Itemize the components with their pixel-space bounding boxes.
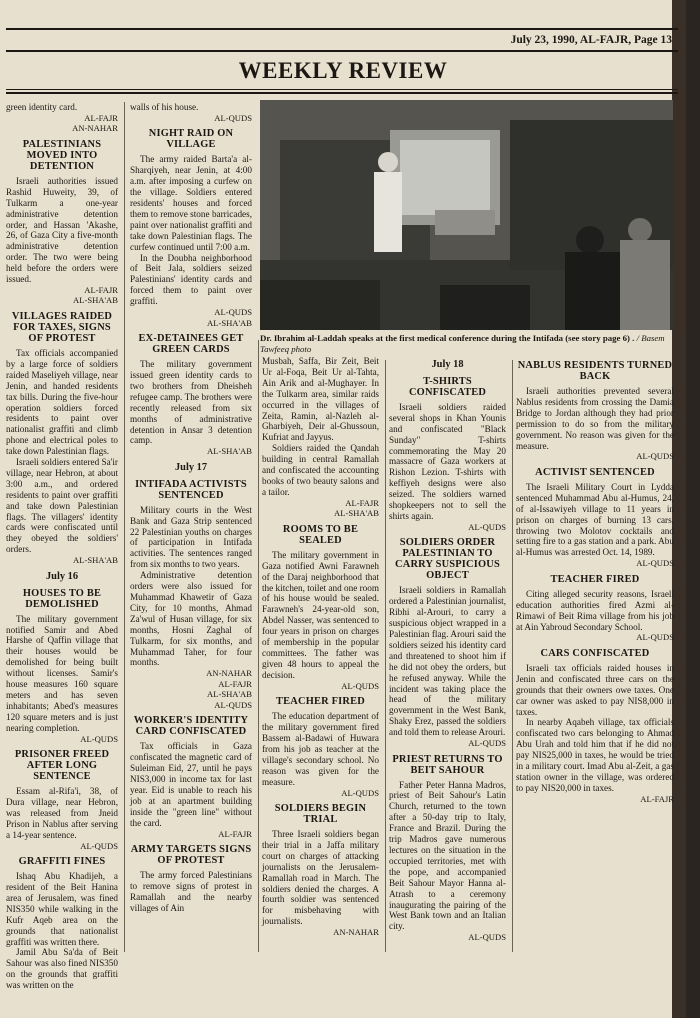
- story-text: Essam al-Rifa'i, 38, of Dura village, near Hebron, was released from Jneid Prison in Nablus after serving a 14-year sentence.: [6, 786, 118, 840]
- conference-photo-image: [260, 100, 673, 330]
- source: AL-SHA'AB: [207, 689, 252, 700]
- source: AL-QUDS: [341, 680, 379, 691]
- source: AL-FAJR: [84, 284, 118, 295]
- header-rule: [6, 50, 678, 52]
- headline: VILLAGES RAIDED FOR TAXES, SIGNS OF PROTEST: [11, 310, 113, 344]
- headline: SOLDIERS ORDER PALESTINIAN TO CARRY SUSPICIOUS OBJECT: [395, 537, 500, 582]
- source: AL-QUDS: [80, 840, 118, 851]
- continued-text: Soldiers raided the Qandah building in central Ramallah and confiscated the accounting books of two beauty salons and a tailor.: [262, 443, 379, 497]
- story-text: In nearby Aqabeh village, tax officials confiscated two cars belonging to Ahmad Abu Urah and told him that if he did not pay NIS25,000 in taxes, he would be tried in a military court. Imad Abu al-Zeit, a gas station owner in the village, was ordered to pay NIS20,000 in taxes.: [516, 717, 674, 793]
- column-divider: [385, 360, 386, 952]
- story-text: The army raided Barta'a al-Sharqiyeh, near Jenin, at 4:00 a.m. after imposing a curfew on the village. Soldiers entered residents' houses and forced them to remove stone barricades, paint over nationalist graffiti and take down Palestinian flags. The curfew continued until 7:00 a.m.: [130, 154, 252, 252]
- caption-credit: / Basem Tawfeeq photo: [260, 333, 665, 354]
- source: AL-QUDS: [80, 733, 118, 744]
- column-5: [516, 360, 674, 804]
- conference-photo: [260, 100, 673, 330]
- date-heading: July 16: [45, 570, 79, 582]
- story-text: The military government notified Samir and Abed Harshe of Qaffin village that their houses would be demolished for being built without licenses. Samir's house measures 160 square meters and has seven inhabitants; Abed's measures 120 square meters and is just nearing completion.: [6, 613, 118, 733]
- headline: EX-DETAINEES GET GREEN CARDS: [138, 333, 244, 356]
- source: AL-QUDS: [214, 307, 252, 318]
- story-text: Israeli soldiers entered Sa'ir village, near Hebron, at about 3:00 a.m., and ordered residents to paint over graffiti and take down Palestinian flags. The villagers' identity cards were confiscated until they obeyed the soldiers' orders.: [6, 457, 118, 555]
- headline: HOUSES TO BE DEMOLISHED: [22, 587, 102, 610]
- story-text: The military government in Gaza notified Awni Farawneh of the Daraj neighborhood that the kitchen, toilet and one room of his house would be sealed. Farawneh's 24-year-old son, Abdel Nasser, was sentenced to four years in prison on charges of membership in the popular committees. The father was given 48 hours to appeal the decision.: [262, 549, 379, 680]
- title-rule-top: [6, 89, 678, 90]
- section-title: WEEKLY REVIEW: [238, 58, 448, 83]
- source: AL-SHA'AB: [207, 317, 252, 328]
- continued-text: walls of his house.: [130, 102, 199, 112]
- column-3: [262, 356, 379, 938]
- source: AL-FAJR: [218, 678, 252, 689]
- story-text: Israeli tax officials raided houses in Jenin and confiscated three cars on the grounds that their owners owe taxes. One car owner was asked to pay NIS8,000 in taxes.: [516, 662, 674, 717]
- headline: NIGHT RAID ON VILLAGE: [148, 128, 234, 151]
- source: AL-SHA'AB: [73, 555, 118, 566]
- headline: SOLDIERS BEGIN TRIAL: [274, 803, 367, 825]
- source: AL-QUDS: [341, 787, 379, 798]
- story-text: In the Doubha neighborhood of Beit Jala, soldiers seized Palestinians' identity cards and forced them to paint over graffiti.: [130, 252, 252, 307]
- story-text: The Israeli Military Court in Lydda sentenced Muhammad Abu al-Humus, 24, of al-Issawiyeh village to 11 years in prison on charges of burning 13 cars, throwing two Molotov cocktails and setting fire to a gas station and a park. Abu al-Humus was arrested Oct. 14, 1989.: [516, 481, 674, 558]
- title-rule-bottom: [6, 92, 678, 94]
- story-text: Ishaq Abu Khadijeh, a resident of the Beit Hanina area of Jerusalem, was fined NIS350 while walking in the Kufr Aqeb area on the grounds that nationalist graffiti was written there.: [6, 871, 118, 947]
- source: AN-NAHAR: [333, 927, 379, 938]
- source: AL-SHA'AB: [73, 295, 118, 306]
- column-divider: [512, 360, 513, 952]
- headline: INTIFADA ACTIVISTS SENTENCED: [135, 478, 247, 501]
- headline: TEACHER FIRED: [550, 573, 640, 585]
- story-text: Three Israeli soldiers began their trial in a Jaffa military court on charges of attacking journalists on the Jerusalem-Ramallah road in March. The soldiers denied the charges. A fourth soldier was sentenced for misbehaving with journalists.: [262, 829, 379, 927]
- source: AL-QUDS: [468, 521, 506, 532]
- story-text: Tax officials in Gaza confiscated the magnetic card of Suleiman Eid, 27, until he pays NIS3,000 in income tax for last year. Eid is unable to reach his job at an apartment building inside the "green line" without the card.: [130, 741, 252, 828]
- source: AL-FAJR: [640, 793, 674, 804]
- headline: PRIEST RETURNS TO BEIT SAHOUR: [392, 753, 503, 776]
- story-text: Israeli authorities prevented several Nablus residents from crossing the Damia Bridge to Jordan although they had prior permission to do so from the military government. No reason was given for the measure.: [516, 386, 674, 451]
- headline: T-SHIRTS CONFISCATED: [408, 375, 487, 398]
- source: AL-QUDS: [636, 558, 674, 569]
- headline: PALESTINIANS MOVED INTO DETENTION: [22, 138, 102, 172]
- source: AL-QUDS: [214, 699, 252, 710]
- top-rule: [6, 28, 678, 30]
- headline: ACTIVIST SENTENCED: [535, 466, 655, 478]
- headline: NABLUS RESIDENTS TURNED BACK: [517, 360, 673, 382]
- binding-spine: [672, 0, 686, 1018]
- story-text: Military courts in the West Bank and Gaza Strip sentenced 22 Palestinian youths on charges of participation in Intifada activities. The sentences ranged from six months to two years.: [130, 504, 252, 570]
- continued-text: green identity card.: [6, 102, 78, 112]
- column-4: [389, 360, 506, 943]
- headline: GRAFFITI FINES: [18, 856, 106, 868]
- source: AL-SHA'AB: [334, 508, 379, 519]
- column-divider: [258, 340, 259, 952]
- source: AL-FAJR: [84, 112, 118, 123]
- story-text: Administrative detention orders were also issued for Muhammad Khawetir of Gaza City, for 10 months, Ahmad Za'wul of Husan village, for six months, Hosni Zaghal of Tulkarm, for six months, and Muhammad Taher, for four months.: [130, 570, 252, 668]
- source: AL-FAJR: [345, 497, 379, 508]
- source: AN-NAHAR: [206, 668, 252, 679]
- headline: TEACHER FIRED: [276, 696, 365, 708]
- column-divider: [124, 102, 125, 952]
- story-text: Israeli soldiers in Ramallah ordered a Palestinian journalist, Ribhi al-Arouri, to carry a suspicious object wrapped in a Palestinian flag. Arouri said the soldiers seized his identity card and threatened to shoot him if he did not obey the orders, but he refused anyway. While the incident was taking place the head of the military government in the West Bank, Shaky Erez, passed the soldiers and told them to release Arouri.: [389, 585, 506, 738]
- photo-caption: [260, 333, 675, 354]
- source: AL-FAJR: [218, 828, 252, 839]
- story-text: The education department of the military government fired Bassem al-Badawi of Huwara from his job as teacher at the village's secondary school. No reason was given for the measure.: [262, 711, 379, 787]
- column-2: [130, 102, 252, 914]
- story-text: Tax officials accompanied by a large force of soldiers raided Maseliyeh village, near Jenin, and handed residents tax bills. During the five-hour operation soldiers forced residents to paint over nationalist graffiti and climb phone and electrical poles to take down Palestinian flags.: [6, 347, 118, 457]
- continued-text: Musbah, Saffa, Bir Zeit, Beit Ur al-Foqa, Beit Ur al-Tahta, Ain Arik and al-Mughayer. In the Tulkarm area, similar raids occurred in the villages of Zeita, Ramin, al-Nazleh al-Gharbiyeh, Deir al-Ghussoun, Kufriat and Jayyus.: [262, 356, 379, 443]
- headline: WORKER'S IDENTITY CARD CONFISCATED: [133, 715, 249, 738]
- source: AL-QUDS: [214, 112, 252, 123]
- headline: ROOMS TO BE SEALED: [282, 523, 359, 546]
- story-text: Israeli authorities issued Rashid Huweity, 39, of Tulkarm a one-year administrative detention order, and Hassan 'Akashe, 26, of Gaza City a five-month administrative detention order. The two were being held before the orders were issued.: [6, 175, 118, 285]
- date-heading: July 18: [431, 359, 464, 370]
- source: AL-QUDS: [636, 632, 674, 643]
- headline: CARS CONFISCATED: [540, 647, 650, 659]
- source: AL-QUDS: [468, 932, 506, 943]
- story-text: The military government issued green identity cards to two brothers from Dheisheh refugee camp. The brothers were recently released from six months of administrative detention in Ansar 3 detention camp.: [130, 359, 252, 446]
- column-1: [6, 102, 118, 991]
- caption-text: Dr. Ibrahim al-Laddah speaks at the first medical conference during the Intifada (see story page 6) .: [260, 333, 635, 343]
- story-text: Father Peter Hanna Madros, priest of Beit Sahour's Latin Church, returned to the town after a 50-day trip to Italy, France and Brazil. During the trip Madros gave numerous lectures on the situation in the occupied territories, met with the pope, and accompanied Beit Sahour Mayor Hanna al-Atrash to a ceremony inaugurating the pairing of the West Bank town and an Italian city.: [389, 779, 506, 932]
- source: AL-QUDS: [636, 451, 674, 462]
- source: AL-QUDS: [468, 738, 506, 749]
- headline: PRISONER FREED AFTER LONG SENTENCE: [14, 749, 110, 783]
- story-text: Israeli soldiers raided several shops in Khan Younis and confiscated "Black Sunday" T-shirts commemorating the May 20 massacre of Gaza workers at Rishon Lezion. T-shirts with keffiyeh designs were also seized. The soldiers warned shopkeepers not to sell the shirts again.: [389, 401, 506, 521]
- date-heading: July 17: [174, 461, 208, 473]
- story-text: Citing alleged security reasons, Israeli education authorities fired Azmi al-Rimawi of Beit Rima village from his job at Ain Yabroud Secondary School.: [516, 588, 674, 632]
- story-text: The army forced Palestinians to remove signs of protest in Ramallah and the nearby villages of Ain: [130, 870, 252, 913]
- source: AL-SHA'AB: [207, 446, 252, 457]
- source: AN-NAHAR: [72, 123, 118, 134]
- story-text: Jamil Abu Sa'da of Beit Sahour was also fined NIS350 on the grounds that graffiti was written on the: [6, 947, 118, 991]
- dateline: July 23, 1990, AL-FAJR, Page 13: [510, 34, 672, 46]
- headline: ARMY TARGETS SIGNS OF PROTEST: [130, 844, 252, 867]
